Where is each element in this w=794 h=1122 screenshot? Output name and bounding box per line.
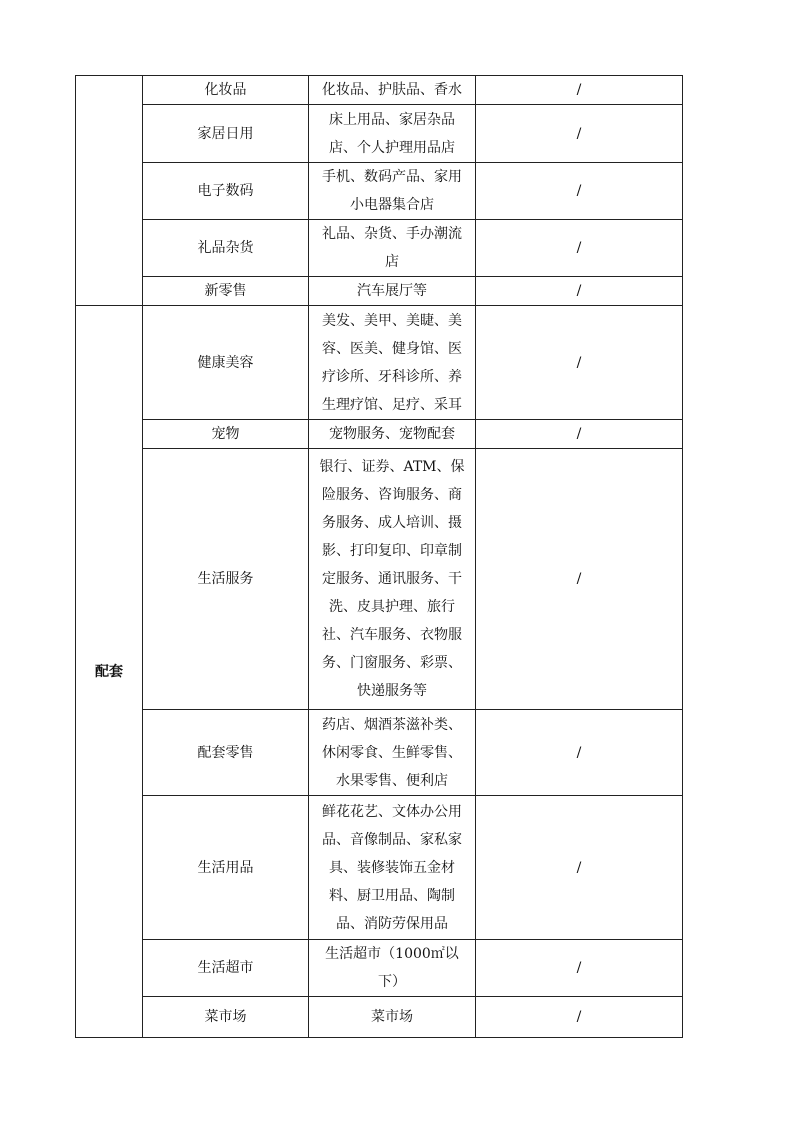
item-mark: / bbox=[476, 277, 683, 306]
table-row bbox=[76, 277, 683, 306]
item-mark: / bbox=[476, 163, 683, 220]
item-description: 宠物服务、宠物配套 bbox=[309, 420, 476, 449]
category-cell: 配套 bbox=[76, 306, 143, 1038]
table-row bbox=[76, 76, 683, 105]
item-mark: / bbox=[476, 940, 683, 997]
item-description: 手机、数码产品、家用小电器集合店 bbox=[309, 163, 476, 220]
item-mark: / bbox=[476, 306, 683, 420]
item-name: 化妆品 bbox=[143, 76, 309, 105]
table-row bbox=[76, 940, 683, 997]
item-mark: / bbox=[476, 796, 683, 940]
table-row bbox=[76, 420, 683, 449]
item-name: 生活用品 bbox=[143, 796, 309, 940]
item-description: 鲜花花艺、文体办公用品、音像制品、家私家具、装修装饰五金材料、厨卫用品、陶制品、消防劳保用品 bbox=[309, 796, 476, 940]
table-row bbox=[76, 306, 683, 420]
table-row bbox=[76, 449, 683, 710]
table-row bbox=[76, 997, 683, 1038]
item-name: 健康美容 bbox=[143, 306, 309, 420]
item-name: 家居日用 bbox=[143, 105, 309, 163]
item-description: 汽车展厅等 bbox=[309, 277, 476, 306]
item-mark: / bbox=[476, 710, 683, 796]
item-description: 银行、证券、ATM、保险服务、咨询服务、商务服务、成人培训、摄影、打印复印、印章制定服务、通讯服务、干洗、皮具护理、旅行社、汽车服务、衣物服务、门窗服务、彩票、快递服务等 bbox=[309, 449, 476, 710]
table-row bbox=[76, 220, 683, 277]
item-mark: / bbox=[476, 420, 683, 449]
item-name: 生活服务 bbox=[143, 449, 309, 710]
item-name: 配套零售 bbox=[143, 710, 309, 796]
item-description: 美发、美甲、美睫、美容、医美、健身馆、医疗诊所、牙科诊所、养生理疗馆、足疗、采耳 bbox=[309, 306, 476, 420]
table-row bbox=[76, 105, 683, 163]
table-row bbox=[76, 796, 683, 940]
item-name: 宠物 bbox=[143, 420, 309, 449]
category-table bbox=[75, 75, 683, 1038]
category-cell-empty bbox=[76, 76, 143, 306]
item-mark: / bbox=[476, 449, 683, 710]
item-name: 礼品杂货 bbox=[143, 220, 309, 277]
item-description: 床上用品、家居杂品店、个人护理用品店 bbox=[309, 105, 476, 163]
item-mark: / bbox=[476, 220, 683, 277]
item-name: 菜市场 bbox=[143, 997, 309, 1038]
item-description: 生活超市（1000㎡以下） bbox=[309, 940, 476, 997]
item-description: 药店、烟酒茶滋补类、休闲零食、生鲜零售、水果零售、便利店 bbox=[309, 710, 476, 796]
item-name: 新零售 bbox=[143, 277, 309, 306]
item-mark: / bbox=[476, 76, 683, 105]
item-mark: / bbox=[476, 105, 683, 163]
table-row bbox=[76, 710, 683, 796]
item-description: 菜市场 bbox=[309, 997, 476, 1038]
item-description: 礼品、杂货、手办潮流店 bbox=[309, 220, 476, 277]
item-description: 化妆品、护肤品、香水 bbox=[309, 76, 476, 105]
table-row bbox=[76, 163, 683, 220]
item-mark: / bbox=[476, 997, 683, 1038]
item-name: 电子数码 bbox=[143, 163, 309, 220]
item-name: 生活超市 bbox=[143, 940, 309, 997]
